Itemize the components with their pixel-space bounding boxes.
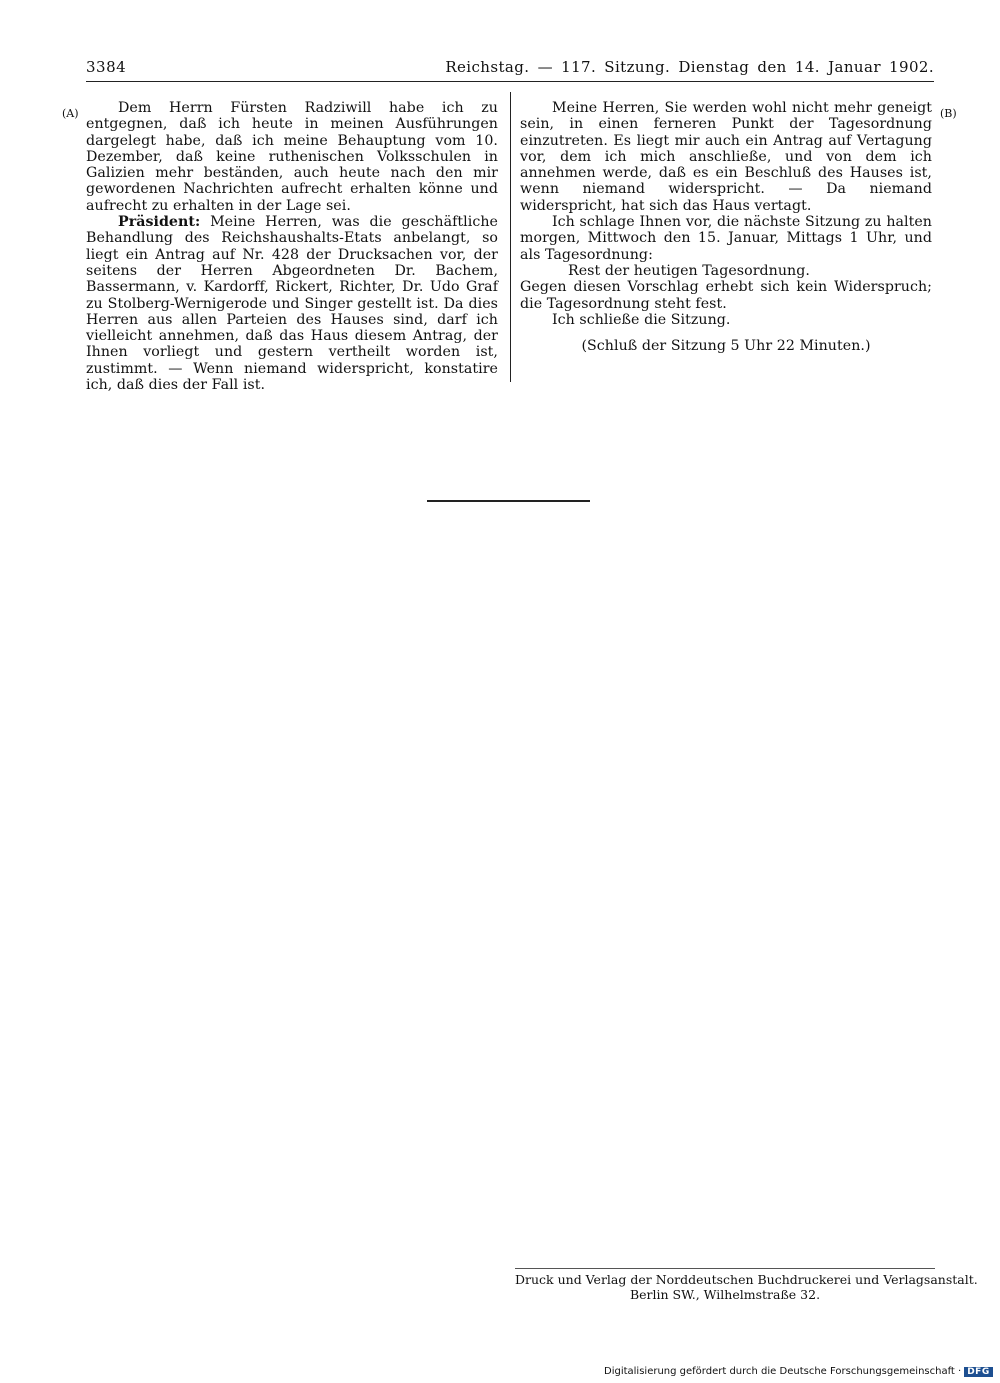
speaker-label: Präsident:: [118, 214, 201, 231]
margin-marker-a: (A): [62, 107, 79, 120]
right-paragraph-1: Meine Herren, Sie werden wohl nicht mehr geneigt sein, in einen ferneren Punkt der Tagesordnung einzutreten. Es liegt mir auch ein Antrag auf Vertagung vor, dem ich mich anschließe, und von dem ich annehmen werde, daß es ein Beschluß des Hauses ist, wenn niemand widerspricht. — Da niemand widerspricht, hat sich das Haus vertagt.: [520, 100, 932, 214]
page-header: [86, 58, 934, 82]
column-divider: [510, 92, 511, 382]
footer-text: Digitalisierung gefördert durch die Deutsche Forschungsgemeinschaft ·: [604, 1366, 962, 1377]
right-paragraph-5: Ich schließe die Sitzung.: [552, 311, 731, 328]
dfg-logo: DFG: [964, 1367, 993, 1377]
digitization-footer: [604, 1366, 993, 1377]
right-paragraph-4: Gegen diesen Vorschlag erhebt sich kein Widerspruch; die Tagesordnung steht fest.: [520, 279, 932, 312]
running-head: Reichstag. — 117. Sitzung. Dienstag den 14. Januar 1902.: [445, 58, 934, 76]
closing-note: (Schluß der Sitzung 5 Uhr 22 Minuten.): [581, 338, 871, 355]
left-column: [86, 100, 498, 393]
imprint-line-2: Berlin SW., Wilhelmstraße 32.: [629, 1287, 821, 1302]
margin-marker-b: (B): [940, 107, 957, 120]
speaker-text: Meine Herren, was die geschäftliche Behandlung des Reichshaushalts-Etats anbelangt, so liegt ein Antrag auf Nr. 428 der Drucksachen vor, der seitens der Herren Abgeordneten Dr. Bachem, Bassermann, v. Kardorff, Rickert, Richter, Dr. Udo Graf zu Stolberg-Wernigerode und Singer gestellt ist. Da dies Herren aus allen Parteien des Hauses sind, darf ich vielleicht annehmen, daß das Haus diesem Antrag, der Ihnen vorliegt und gestern vertheilt worden ist, zustimmt. — Wenn niemand widerspricht, konstatire ich, daß dies der Fall ist.: [86, 214, 498, 394]
header-rule: [86, 81, 934, 82]
section-separator: [427, 500, 590, 502]
right-paragraph-3: Rest der heutigen Tagesordnung.: [568, 262, 810, 279]
page-number: 3384: [86, 58, 127, 76]
left-paragraph-2: [86, 214, 498, 393]
left-paragraph-1: Dem Herrn Fürsten Radziwill habe ich zu entgegnen, daß ich heute in meinen Ausführungen dargelegt habe, daß ich meine Behauptung vom 10. Dezember, daß keine ruthenischen Volksschulen in Galizien mehr beständen, auch heute nach den mir gewordenen Nachrichten aufrecht erhalten könne und aufrecht zu erhalten in der Lage sei.: [86, 100, 498, 214]
imprint: [515, 1272, 978, 1302]
imprint-rule: [515, 1268, 935, 1269]
imprint-line-1: Druck und Verlag der Norddeutschen Buchdruckerei und Verlagsanstalt.: [515, 1272, 978, 1287]
right-paragraph-2: Ich schlage Ihnen vor, die nächste Sitzung zu halten morgen, Mittwoch den 15. Januar, Mittags 1 Uhr, und als Tagesordnung:: [520, 214, 932, 263]
right-column: [520, 100, 932, 354]
